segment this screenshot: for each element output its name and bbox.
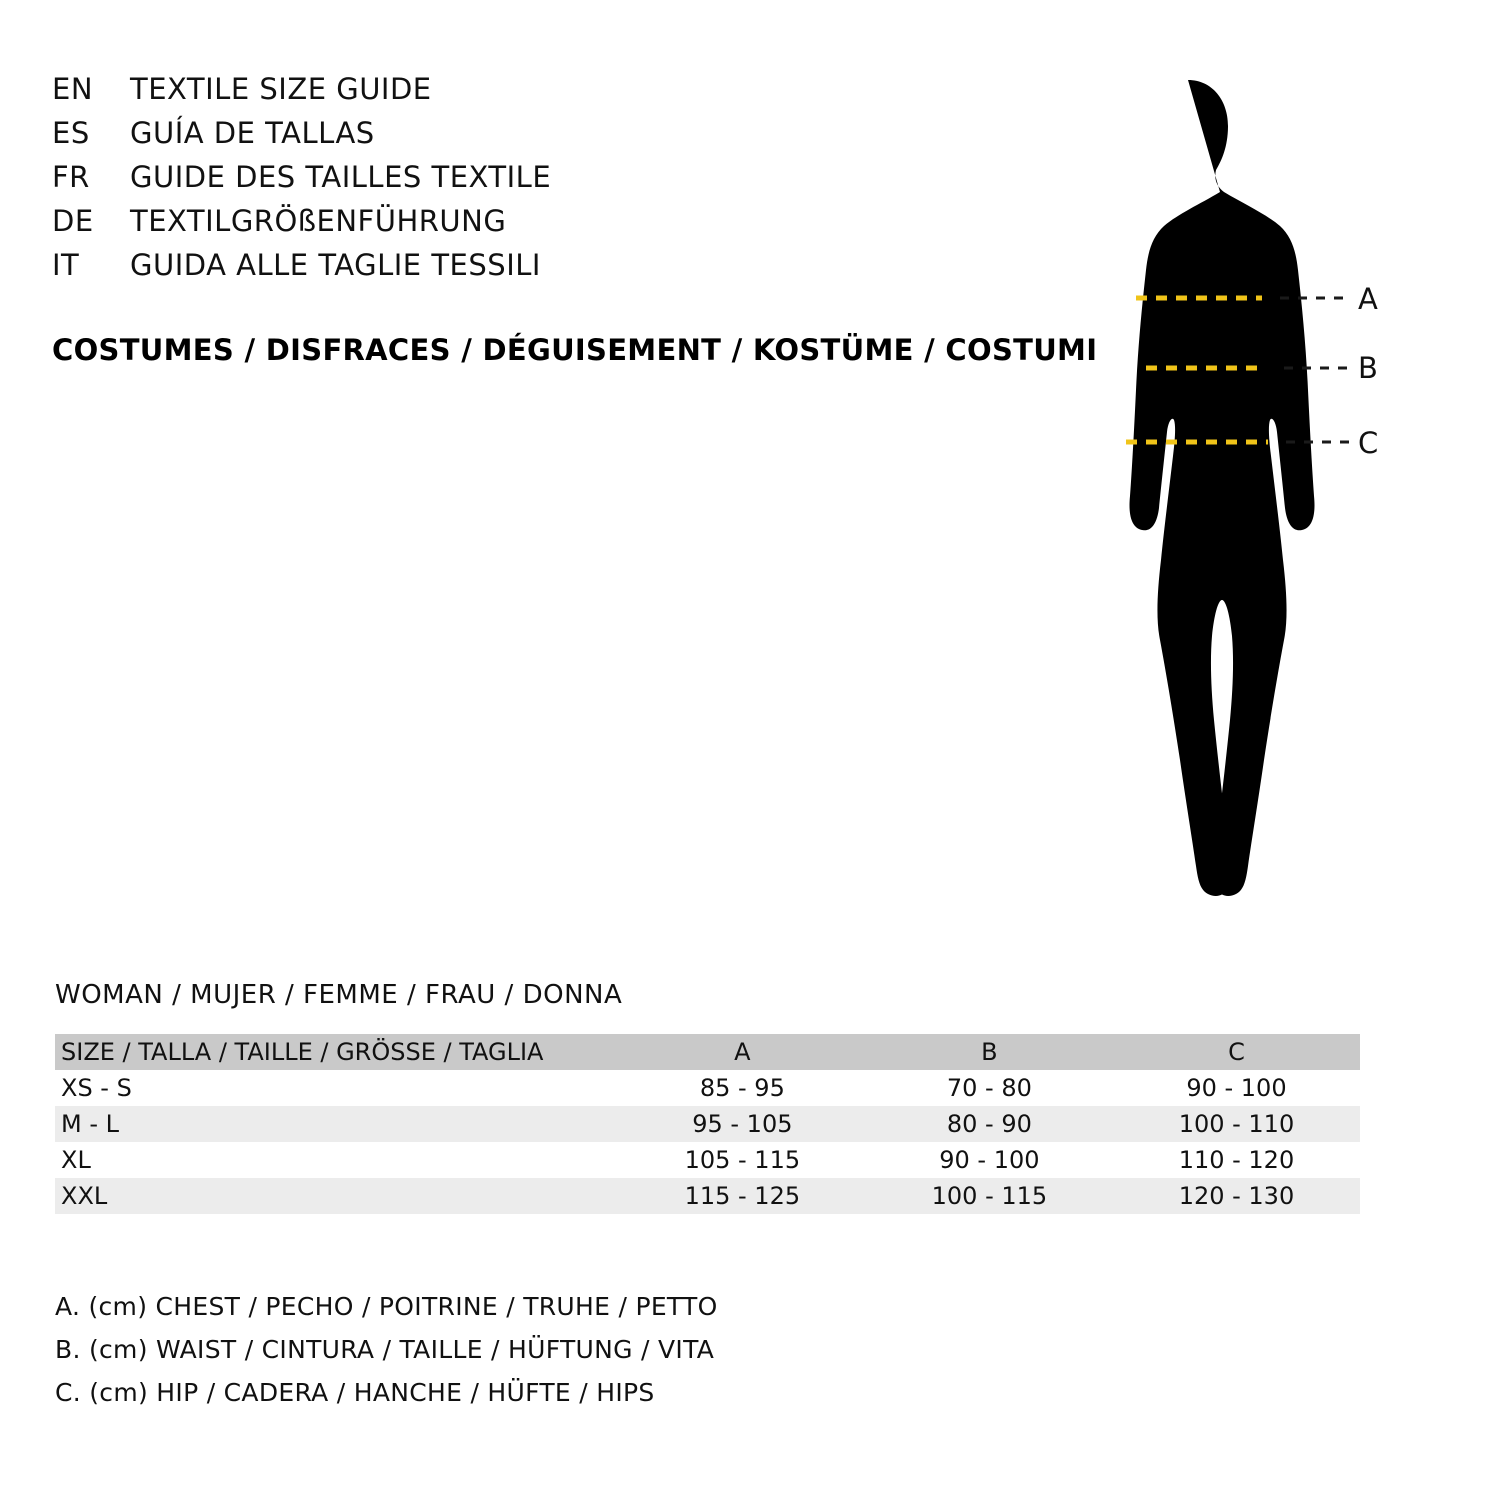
language-row-es (52, 116, 1032, 160)
measurement-label-c: C (1358, 426, 1379, 460)
cell-size: M - L (55, 1106, 619, 1142)
cell-b: 70 - 80 (866, 1070, 1113, 1106)
column-header-c: C (1113, 1034, 1360, 1070)
cell-b: 80 - 90 (866, 1106, 1113, 1142)
language-row-it (52, 248, 1032, 292)
language-row-de (52, 204, 1032, 248)
measurement-label-a: A (1358, 282, 1378, 316)
language-text-en: TEXTILE SIZE GUIDE (130, 72, 432, 106)
cell-a: 115 - 125 (619, 1178, 866, 1214)
cell-b: 100 - 115 (866, 1178, 1113, 1214)
table-row (55, 1142, 1360, 1178)
language-row-fr (52, 160, 1032, 204)
language-text-it: GUIDA ALLE TAGLIE TESSILI (130, 248, 541, 282)
measurement-label-b: B (1358, 351, 1378, 385)
costumes-heading: COSTUMES / DISFRACES / DÉGUISEMENT / KOSTÜME / COSTUMI (52, 333, 1098, 367)
cell-size: XL (55, 1142, 619, 1178)
language-code-en: EN (52, 72, 94, 106)
cell-size: XXL (55, 1178, 619, 1214)
language-code-fr: FR (52, 160, 90, 194)
legend-item-a: A. (cm) CHEST / PECHO / POITRINE / TRUHE / PETTO (55, 1292, 718, 1321)
legend-item-c: C. (cm) HIP / CADERA / HANCHE / HÜFTE / HIPS (55, 1378, 655, 1407)
measurement-lines (1040, 60, 1460, 940)
table-header-row (55, 1034, 1360, 1070)
cell-a: 105 - 115 (619, 1142, 866, 1178)
language-code-it: IT (52, 248, 80, 282)
language-text-fr: GUIDE DES TAILLES TEXTILE (130, 160, 552, 194)
cell-a: 95 - 105 (619, 1106, 866, 1142)
legend-item-b: B. (cm) WAIST / CINTURA / TAILLE / HÜFTUNG / VITA (55, 1335, 715, 1364)
column-header-b: B (866, 1034, 1113, 1070)
cell-a: 85 - 95 (619, 1070, 866, 1106)
female-figure-diagram (1040, 60, 1460, 940)
table-title: WOMAN / MUJER / FEMME / FRAU / DONNA (55, 980, 623, 1010)
table-row (55, 1106, 1360, 1142)
size-table (55, 1034, 1360, 1214)
cell-c: 120 - 130 (1113, 1178, 1360, 1214)
language-row-en (52, 72, 1032, 116)
column-header-size: SIZE / TALLA / TAILLE / GRÖSSE / TAGLIA (55, 1034, 619, 1070)
language-text-es: GUÍA DE TALLAS (130, 116, 375, 150)
cell-c: 100 - 110 (1113, 1106, 1360, 1142)
language-code-es: ES (52, 116, 90, 150)
language-list (52, 72, 1032, 292)
table-row (55, 1178, 1360, 1214)
cell-b: 90 - 100 (866, 1142, 1113, 1178)
language-code-de: DE (52, 204, 94, 238)
table-row (55, 1070, 1360, 1106)
language-text-de: TEXTILGRÖßENFÜHRUNG (130, 204, 507, 238)
measurement-legend (55, 1292, 718, 1421)
column-header-a: A (619, 1034, 866, 1070)
cell-size: XS - S (55, 1070, 619, 1106)
cell-c: 110 - 120 (1113, 1142, 1360, 1178)
cell-c: 90 - 100 (1113, 1070, 1360, 1106)
